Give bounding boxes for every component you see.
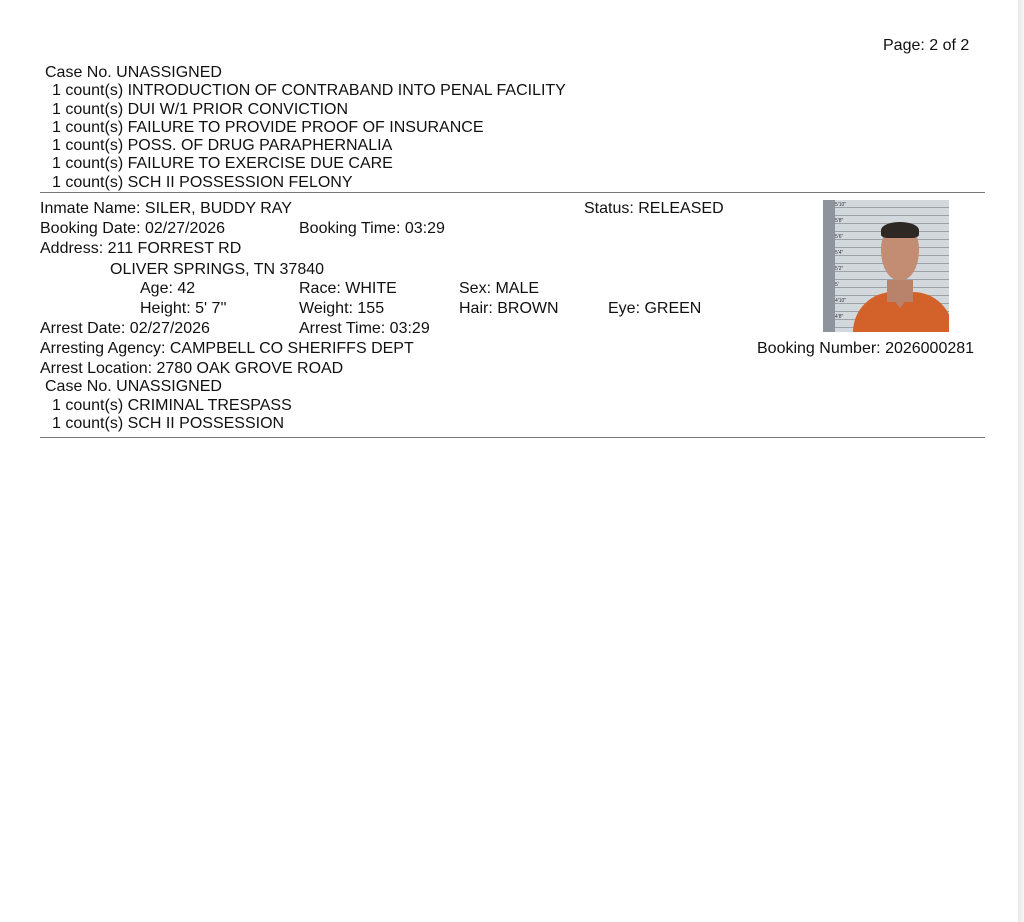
arrest-date: Arrest Date: 02/27/2026 — [40, 320, 210, 337]
case-number: Case No. UNASSIGNED — [45, 378, 222, 395]
inmate-age: Age: 42 — [140, 280, 196, 297]
arresting-agency: Arresting Agency: CAMPBELL CO SHERIFFS DEPT — [40, 340, 414, 357]
inmate-sex: Sex: MALE — [459, 280, 540, 297]
page-number: Page: 2 of 2 — [883, 37, 970, 54]
charge-line: 1 count(s) SCH II POSSESSION — [52, 415, 285, 432]
inmate-height: Height: 5' 7'' — [140, 300, 227, 317]
arrest-time: Arrest Time: 03:29 — [299, 320, 430, 337]
hair — [881, 222, 919, 238]
address-line-1: Address: 211 FORREST RD — [40, 240, 242, 257]
height-ruler — [823, 200, 835, 332]
record-divider — [40, 192, 985, 193]
inmate-status: Status: RELEASED — [584, 200, 724, 217]
inmate-weight: Weight: 155 — [299, 300, 385, 317]
charge-line: 1 count(s) FAILURE TO PROVIDE PROOF OF INSURANCE — [52, 119, 484, 136]
charge-line: 1 count(s) CRIMINAL TRESPASS — [52, 397, 292, 414]
charge-line: 1 count(s) INTRODUCTION OF CONTRABAND INTO PENAL FACILITY — [52, 82, 566, 99]
address-line-2: OLIVER SPRINGS, TN 37840 — [110, 261, 325, 278]
booking-date: Booking Date: 02/27/2026 — [40, 220, 226, 237]
charge-line: 1 count(s) SCH II POSSESSION FELONY — [52, 174, 353, 191]
charge-line: 1 count(s) FAILURE TO EXERCISE DUE CARE — [52, 155, 393, 172]
arrest-location: Arrest Location: 2780 OAK GROVE ROAD — [40, 360, 344, 377]
record-divider — [40, 437, 985, 438]
charge-line: 1 count(s) POSS. OF DRUG PARAPHERNALIA — [52, 137, 393, 154]
inmate-eye: Eye: GREEN — [608, 300, 702, 317]
page-edge-shadow — [1018, 0, 1024, 922]
booking-time: Booking Time: 03:29 — [299, 220, 445, 237]
mugshot-photo: 5'10" 5'8" 5'6" 5'4" 5'2" 5' 4'10" 4'8" — [823, 200, 949, 332]
inmate-race: Race: WHITE — [299, 280, 397, 297]
case-number: Case No. UNASSIGNED — [45, 64, 222, 81]
inmate-name: Inmate Name: SILER, BUDDY RAY — [40, 200, 292, 217]
charge-line: 1 count(s) DUI W/1 PRIOR CONVICTION — [52, 101, 349, 118]
inmate-hair: Hair: BROWN — [459, 300, 559, 317]
booking-number: Booking Number: 2026000281 — [757, 340, 975, 357]
